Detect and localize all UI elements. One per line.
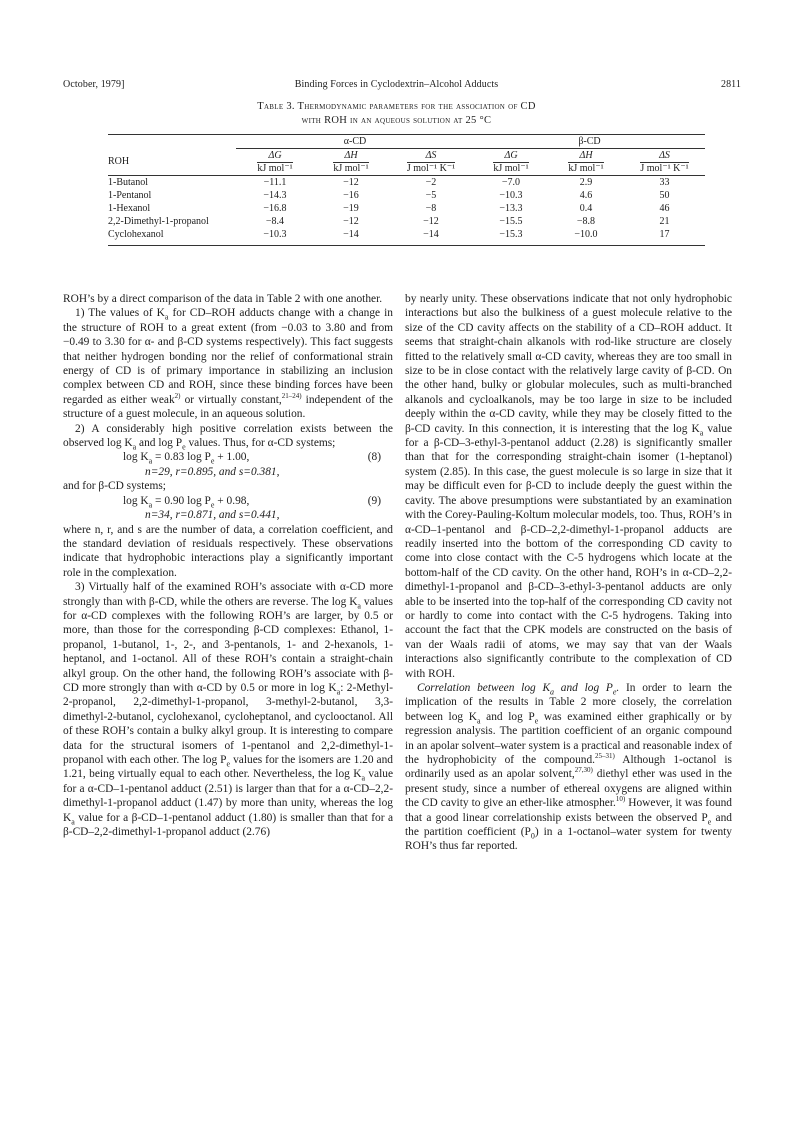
table-cell: −7.0 [501, 177, 521, 188]
row-name: 1-Hexanol [108, 203, 151, 214]
paragraph: 2) A considerably high positive correlation exists between the observed $\log K_a$ and $\log P_e$ values. Thus, for α-CD systems; [63, 422, 393, 452]
unit-header: kJ mol⁻¹ [568, 163, 604, 174]
thermodynamic-table [108, 134, 705, 246]
row-name: 1-Pentanol [108, 190, 152, 201]
table-cell: −13.3 [499, 203, 523, 214]
param-header: ΔS [425, 150, 437, 161]
table-cell: 50 [659, 190, 670, 201]
table-cell: −14 [423, 229, 439, 240]
paragraph: ROH’s by a direct comparison of the data in Table 2 with one another. [63, 293, 383, 305]
page-number: 2811 [720, 79, 741, 90]
table-cell: −16 [343, 190, 359, 201]
paragraph: 1) The values of $K_a$ for CD–ROH adducts change with a change in the structure of ROH to a great extent (from −0.03 to 3.80 and from −0.49 to 3.30 for α- and β-CD systems respectively). This fact suggests that neither hydrogen bonding nor the relief of conformational strain energy of CD is of primary importance in stabilizing an inclusion complex between CD and ROH, since these binding forces have been regarded as either weak$^{2)}$ or virtually constant,$^{21-24)}$ independent of the structure of a guest molecule, in an aqueous solution. [63, 307, 393, 421]
equation-number: (9) [367, 494, 381, 507]
running-header-title: Binding Forces in Cyclodextrin–Alcohol Adducts [294, 79, 499, 90]
unit-header: J mol⁻¹ K⁻¹ [640, 163, 689, 174]
group-header-alpha: α-CD [236, 135, 474, 149]
row-header-roh: ROH [108, 156, 130, 168]
table-cell: −10.0 [574, 229, 598, 240]
table-cell: −10.3 [499, 190, 523, 201]
unit-header: kJ mol⁻¹ [493, 163, 529, 174]
param-header: ΔH [344, 150, 358, 161]
table-cell: −8.4 [265, 216, 285, 227]
section-heading: Correlation between $\log K_a$ and $\log P_e$. [417, 681, 620, 697]
unit-header: J mol⁻¹ K⁻¹ [406, 163, 456, 174]
table-cell: −15.5 [499, 216, 523, 227]
paragraph: by nearly unity. These observations indicate that not only hydrophobic interactions but also the bulkiness of a guest molecule relative to the size of the CD cavity affects on the stability of a CD–ROH adduct. It seems that straight-chain alkanols with rod-like structure are closely fitted to the relatively small α-CD cavity, whereas they are too small in size to be in close contact with the relatively large cavity of β-CD. On the other hand, bulky or globular molecules, such as multi-branched alkanols and cycloalkanols, may be too large in size to be included deeply within the α-CD cavity, while they may be closely fitted to the β-CD cavity. In this connection, it is interesting that the $\log K_a$ value for a β-CD–3-ethyl-3-pentanol adduct (2.28) is significantly smaller than that for the corresponding straight-chain isomer (1-heptanol) system (2.85). In this case, the guest molecule is so large in size that it may be difficult even for β-CD to include deeply the guest within the cavity. The above presumptions were substantiated by an examination with the Corey-Pauling-Koltum molecular models, too. Thus, ROH’s in α-CD–1-pentanol and β-CD–2,2-dimethyl-1-propanol adducts are readily inserted into the bottom of the corresponding CD cavity to come into close contact with the C-5 hydrogens which locate at the bottom-half of the CD cavity. On the other hand, ROH’s in α-CD–2,2-dimethyl-1-propanol and β-CD–3-ethyl-3-pentanol adducts are only able to be inserted into the top-half of the corresponding CD cavity not or hardly to come into contact with the C-5 hydrogens. Taking into account the fact that the CPK models are constructed on the basis of van der Waals radii of atoms, we may say that van der Waals interactions also significantly contribute to the complexation of CD with ROH. [405, 293, 733, 680]
param-header: ΔG [504, 150, 518, 161]
row-name: Cyclohexanol [108, 229, 164, 240]
param-header: ΔG [268, 150, 282, 161]
table-cell: −12 [343, 177, 359, 188]
table-cell: −15.3 [499, 229, 523, 240]
table-cell: −16.8 [263, 203, 287, 214]
left-column [63, 292, 393, 839]
table-cell: 33 [659, 177, 670, 188]
table-cell: 21 [659, 216, 670, 227]
table-cell: 2.9 [579, 177, 593, 188]
table-cell: −14 [343, 229, 359, 240]
right-column [405, 292, 732, 854]
row-name: 1-Butanol [108, 177, 148, 188]
table-row [108, 215, 705, 228]
table-cell: −2 [425, 177, 437, 188]
paragraph: where n, r, and s are the number of data, a correlation coefficient, and the standard deviation of residuals respectively. These observations indicate that hydrophobic interactions play a significantly important role in the complexation. [63, 523, 393, 579]
running-header-date: October, 1979] [63, 79, 125, 90]
paragraph: and for β-CD systems; [63, 480, 166, 493]
table-cell: −19 [343, 203, 359, 214]
table-caption-line-2: with ROH in an aqueous solution at 25 °C [301, 115, 492, 126]
equation-stats: n=29, r=0.895, and s=0.381, [145, 465, 280, 478]
table-row [108, 228, 705, 241]
table-row [108, 189, 705, 202]
group-header-beta: β-CD [474, 135, 705, 149]
equation-number: (8) [367, 451, 381, 464]
table-caption [0, 100, 793, 128]
table-cell: −12 [343, 216, 359, 227]
table-cell: 0.4 [579, 203, 593, 214]
table-cell: −5 [425, 190, 437, 201]
table-cell: −10.3 [263, 229, 287, 240]
equation-9: $\log K_a = 0.90$ $\log P_e + 0.98$, (9) [63, 494, 393, 508]
table-cell: −14.3 [263, 190, 287, 201]
table-caption-line-1: Table 3. Thermodynamic parameters for the association of CD [257, 101, 536, 112]
param-header: ΔS [659, 150, 670, 161]
row-name: 2,2-Dimethyl-1-propanol [108, 216, 209, 227]
equation-stats: n=34, r=0.871, and s=0.441, [145, 509, 280, 522]
table-cell: −8 [425, 203, 437, 214]
paragraph: Correlation between $\log K_a$ and $\log P_e$. In order to learn the implication of the results in Table 2 more closely, the correlation between $\log K_a$ and $\log P_e$ was examined either graphically or by regression analysis. The partition coefficient of an organic compound in an apolar solvent–water system is a practical and reasonable index of the hydrophobicity of the compound.$^{25-31)}$ Although 1-octanol is ordinarily used as an apolar solvent,$^{27,30)}$ diethyl ether was used in the present study, since a number of ethereal oxygens are aligned within the CD cavity to give an ether-like atmospher.$^{10)}$ However, it was found that a good linear correlationship exists between the observed $P_e$ and the partition coefficient $(P_0)$ in a 1-octanol–water system for twenty ROH’s thus far reported. [405, 681, 732, 853]
paragraph: 3) Virtually half of the examined ROH’s associate with α-CD more strongly than with β-CD, while the others are reverse. The $\log K_a$ values for α-CD complexes with the following ROH’s are larger, by 0.5 or more, than those for the corresponding β-CD complexes: Ethanol, 1-propanol, 1-butanol, 1-, 2-, and 3-pentanols, 1- and 2-hexanols, 1-heptanol, and 1-octanol. All of these ROH’s contain a straight-chain alkyl group. On the other hand, the following ROH’s associate with β-CD more strongly than with α-CD by 0.5 or more in $\log K_a$: 2-Methyl-2-propanol, 2,2-dimethyl-1-propanol, 3-methyl-2-butanol, 3,3-dimethyl-2-butanol, cyclohexanol, cycloheptanol, and cyclooctanol. All of these ROH’s contain a bulky alkyl group. It is interesting to compare data for the structural isomers of 1-pentanol and 2,2-dimethyl-1-propanol with each other. The $\log P_e$ values for the isomers are 1.20 and 1.21, being virtually equal to each other. Nevertheless, the $\log K_a$ value for a α-CD–1-pentanol adduct (2.51) is larger than that for a α-CD–2,2-dimethyl-1-propanol adduct (1.47) by more than unity, whereas the $\log K_a$ value for a β-CD–1-pentanol adduct (1.80) is smaller than that for a β-CD–2,2-dimethyl-1-propanol adduct (2.76) [63, 581, 394, 839]
table-cell: −11.1 [263, 177, 287, 188]
param-header: ΔH [579, 150, 593, 161]
equation-8: $\log K_a = 0.83$ $\log P_e + 1.00$, (8) [63, 450, 393, 464]
unit-header: kJ mol⁻¹ [333, 163, 369, 174]
table-row [108, 176, 705, 189]
table-cell: −12 [423, 216, 439, 227]
table-row [108, 202, 705, 215]
table-cell: 17 [659, 229, 670, 240]
unit-header: kJ mol⁻¹ [257, 163, 293, 174]
table-cell: −8.8 [576, 216, 596, 227]
table-cell: 46 [659, 203, 670, 214]
table-cell: 4.6 [579, 190, 593, 201]
